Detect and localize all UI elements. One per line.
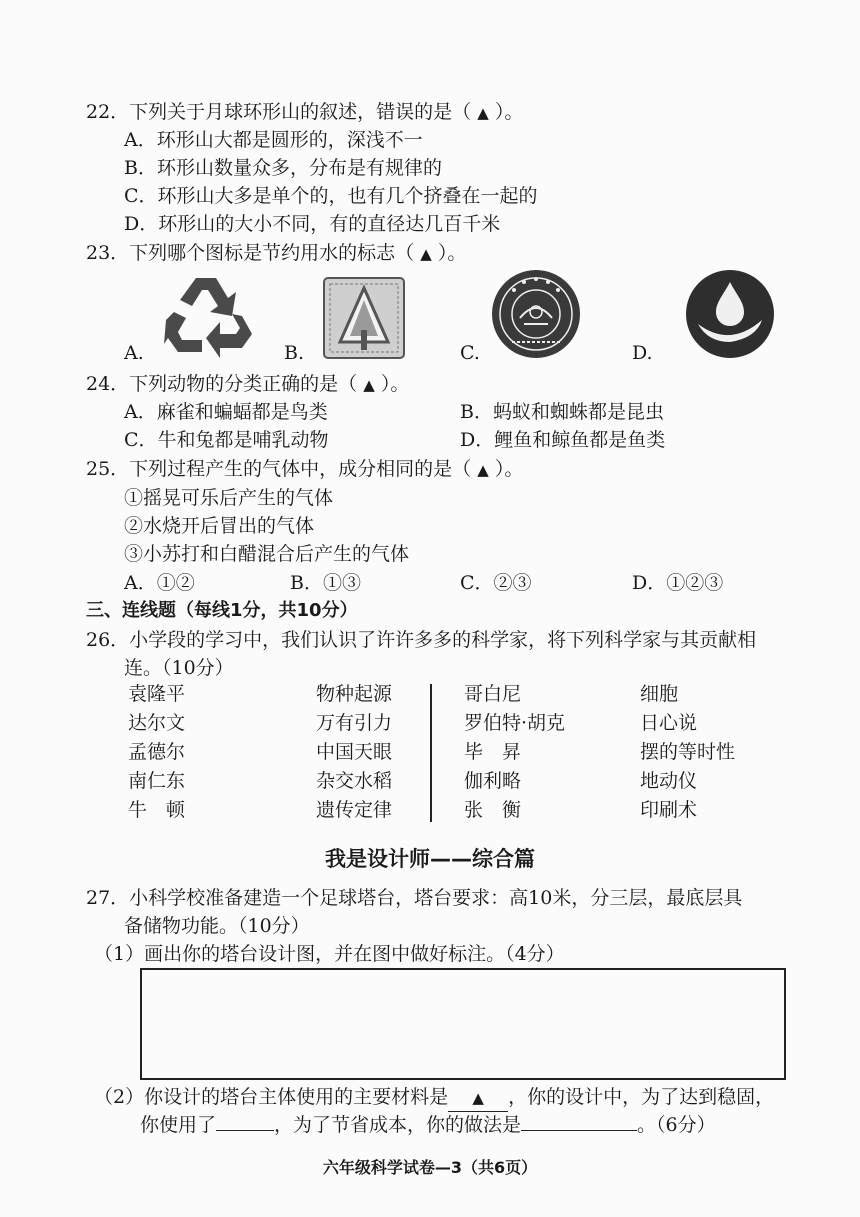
- q25-item-3: ③小苏打和白醋混合后产生的气体: [124, 543, 410, 565]
- match-item[interactable]: 伽利略: [464, 770, 522, 792]
- q27-part1: （1）画出你的塔台设计图，并在图中做好标注。（4分）: [94, 943, 565, 965]
- q23-option-c: C.: [454, 268, 624, 368]
- match-item[interactable]: 印刷术: [640, 799, 698, 821]
- q22-option-b: B．环形山数量众多，分布是有规律的: [124, 157, 442, 179]
- q27-part2-line1: （2）你设计的塔台主体使用的主要材料是 ▲ ，你的设计中，为了达到稳固，: [94, 1084, 774, 1112]
- match-item[interactable]: 牛 顿: [128, 799, 186, 821]
- q24-option-c: C．牛和兔都是哺乳动物: [124, 429, 329, 451]
- drawing-area[interactable]: [140, 968, 786, 1080]
- q22-option-c: C．环形山大多是单个的，也有几个挤叠在一起的: [124, 185, 538, 207]
- answer-blank-cost[interactable]: [521, 1130, 637, 1131]
- section-3-heading: 三、连线题（每线1分，共10分）: [86, 600, 358, 621]
- q23-option-b: B.: [284, 268, 424, 368]
- q22-option-a: A．环形山大都是圆形的，深浅不一: [124, 129, 423, 151]
- q25-option-c: C．②③: [460, 572, 532, 594]
- q23-option-a: A.: [124, 268, 264, 368]
- q24-option-b: B．蚂蚁和蜘蛛都是昆虫: [460, 401, 664, 423]
- answer-marker-icon: ▲: [363, 376, 375, 394]
- q24-stem: 24．下列动物的分类正确的是（ ▲ ）。: [86, 371, 409, 398]
- q24-option-d: D．鲤鱼和鲸鱼都是鱼类: [460, 429, 666, 451]
- match-item[interactable]: 罗伯特·胡克: [464, 712, 566, 734]
- q25-option-a: A．①②: [124, 572, 195, 594]
- q23-stem: 23．下列哪个图标是节约用水的标志（ ▲ ）。: [86, 240, 466, 267]
- q26-scientists-left: [128, 680, 185, 825]
- q25-stem: 25．下列过程产生的气体中，成分相同的是（ ▲ ）。: [86, 456, 523, 483]
- q27-part2-line2: 你使用了 ，为了节省成本，你的做法是 。（6分）: [140, 1114, 716, 1136]
- water-drop-icon: [684, 268, 776, 360]
- q27-stem-line2: 备储物功能。（10分）: [124, 915, 310, 937]
- match-item[interactable]: 地动仪: [640, 770, 698, 792]
- q25-item-1: ①摇晃可乐后产生的气体: [124, 487, 334, 509]
- match-item[interactable]: 南仁东: [128, 770, 186, 792]
- column-divider: [430, 684, 432, 822]
- q26-stem-line2: 连。（10分）: [124, 657, 234, 679]
- q25-option-b: B．①③: [290, 572, 361, 594]
- match-item[interactable]: 毕 昇: [464, 741, 522, 763]
- section-title: 我是设计师——综合篇: [325, 847, 535, 871]
- q27-stem-line1: 27．小科学校准备建造一个足球塔台，塔台要求：高10米，分三层，最底层具: [86, 887, 743, 909]
- q26-stem-line1: 26．小学段的学习中，我们认识了许许多多的科学家，将下列科学家与其贡献相: [86, 629, 757, 651]
- match-item[interactable]: 袁隆平: [128, 683, 186, 705]
- answer-blank-material[interactable]: [448, 1084, 508, 1112]
- answer-marker-icon: ▲: [472, 1089, 484, 1107]
- match-item[interactable]: 遗传定律: [316, 799, 393, 821]
- match-item[interactable]: 杂交水稻: [316, 770, 393, 792]
- match-item[interactable]: 哥白尼: [464, 683, 522, 705]
- tree-logo-icon: [322, 276, 406, 360]
- match-item[interactable]: 万有引力: [316, 712, 393, 734]
- match-item[interactable]: 中国天眼: [316, 741, 393, 763]
- page-footer: 六年级科学试卷—3（共6页）: [322, 1158, 538, 1177]
- answer-marker-icon: ▲: [477, 104, 489, 122]
- recycle-icon: [162, 272, 254, 360]
- q25-option-d: D．①②③: [632, 572, 724, 594]
- q26-contributions-left: [316, 680, 392, 825]
- q23-option-d: D.: [632, 268, 782, 368]
- answer-marker-icon: ▲: [477, 461, 489, 479]
- match-item[interactable]: 张 衡: [464, 799, 522, 821]
- q23-icon-row: [124, 268, 784, 368]
- q26-contributions-right: [640, 680, 735, 825]
- seal-icon: [490, 268, 582, 360]
- match-item[interactable]: 细胞: [640, 683, 679, 705]
- match-item[interactable]: 达尔文: [128, 712, 186, 734]
- answer-marker-icon: ▲: [420, 245, 432, 263]
- q22-stem: 22．下列关于月球环形山的叙述，错误的是（ ▲ ）。: [86, 99, 523, 126]
- answer-blank-stability[interactable]: [216, 1130, 274, 1131]
- q26-scientists-right: [464, 680, 565, 825]
- match-item[interactable]: 物种起源: [316, 683, 393, 705]
- match-item[interactable]: 摆的等时性: [640, 741, 736, 763]
- q22-option-d: D．环形山的大小不同，有的直径达几百千米: [124, 213, 501, 235]
- match-item[interactable]: 日心说: [640, 712, 698, 734]
- q24-option-a: A．麻雀和蝙蝠都是鸟类: [124, 401, 328, 423]
- q25-item-2: ②水烧开后冒出的气体: [124, 515, 315, 537]
- match-item[interactable]: 孟德尔: [128, 741, 186, 763]
